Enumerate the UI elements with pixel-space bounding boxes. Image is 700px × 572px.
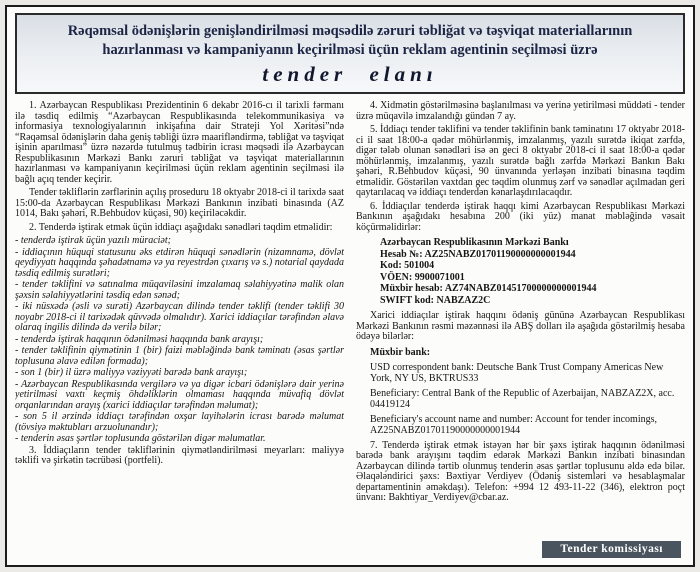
paragraph-5: 5. İddiaçı tender təklifini və tender təklifinin bank təminatını 17 oktyabr 2018-ci il saat 18:00-a qədər möhürlənmiş, imzalanmış, yazılı surətdə ikiqat zərfdə, digər tələb olunan sənədləri isə ən geci 8 oktyabr 2018-ci il saat 18:00-a qədər möhürlənmiş, imzalanmış, yazılı surətdə bağlı zərfdə Mərkəzi Bankın Bakı şəhəri, R.Behbudov küçəsi, 90 ünvanında yerləşən inzibati binasına təqdim etməlidir. Göstərilən vaxtdan gec təqdim olunmuş zərf və sənədlər açılmadan geri qaytarılacaq və iddiaçı tenderdən kənarlaşdırılacaqdır. [356, 124, 685, 199]
paragraph-7-contact: 7. Tenderdə iştirak etmək istəyən hər bir şəxs iştirak haqqının ödənilməsi barədə bank arayışını təqdim edərək Mərkəzi Bankın inzibati binasından Azərbaycan dilində tərtib olunmuş tenderin əsas şərtlər toplusunu əldə edə bilər. Əlaqələndirici şəxs: Bəxtiyar Verdiyev (Ödəniş sistemləri və hesablaşmalar departamentinin əməkdaşı). Telefon: +994 12 493-11-22 (346), elektron poçt ünvanı: Bakhtiyar_Verdiyev@cbar.az. [356, 439, 685, 504]
list-item: - tender təklifinin qiymətinin 1 (bir) faizi məbləğində bank təminatı (əsas şərtlər toplusuna əlavə edilən formada); [15, 345, 344, 367]
list-item: - son 5 il ərzində iddiaçı tərəfindən oxşar layihələrin icrası barədə məlumat (tövsiyə məktubları arzuolunandır); [15, 411, 344, 433]
list-item: - tenderdə iştirak üçün yazılı müraciət; [15, 235, 171, 247]
bank-voen: VÖEN: 9900071001 [380, 271, 465, 283]
page-title: Rəqəmsal ödənişlərin genişləndirilməsi məqsədilə zəruri təbliğat və təşviqat materiallarının hazırlanması və kampaniyanın keçirilməsi üçün reklam agentinin seçilməsi üzrə [67, 23, 633, 58]
paragraph-3: 3. İddiaçıların tender təkliflərinin qiymətləndirilməsi meyarları: maliyyə təklifi və şirkətin təcrübəsi (portfeli). [15, 444, 344, 467]
bank-correspondent-account: Müxbir hesab: AZ74NABZ01451700000000001944 [380, 283, 597, 295]
left-column [15, 101, 344, 559]
header-box [15, 13, 685, 94]
list-item: - Azərbaycan Respublikasında vergilərə və ya digər icbari ödənişlərə dair yerinə yetirilməsi vaxtı keçmiş öhdəliklərin olmaması haqqında müvafiq dövlət orqanlarından arayış (xarici iddiaçılar tərəfindən məlumat); [15, 378, 344, 411]
bank-details [380, 237, 685, 306]
list-item: - iddiaçının hüquqi statusunu əks etdirən hüquqi sənədlərin (nizamnamə, dövlət qeydiyyatı haqqında şəhadətnamə və ya reyestrdən çıxarış və s.) notarial qaydada təsdiq edilmiş surətləri; [15, 246, 344, 279]
list-item: - tenderdə iştirak haqqının ödənilməsi haqqında bank arayışı; [15, 333, 264, 345]
list-item: - son 1 (bir) il üzrə maliyyə vəziyyəti barədə bank arayışı; [15, 367, 248, 379]
paragraph-6: 6. İddiaçılar tenderdə iştirak haqqı kimi Azərbaycan Respublikası Mərkəzi Bankının aşağıdakı hesabına 200 (iki yüz) manat məbləğində vəsait köçürməlidirlər: [356, 200, 685, 233]
paragraph-2: 2. Tenderdə iştirak etmək üçün iddiaçı aşağıdakı sənədləri təqdim etməlidir: [29, 221, 333, 233]
tender-commission-badge: Tender komissiyası [542, 541, 681, 558]
requirements-list [15, 236, 344, 445]
beneficiary-account: Beneficiary's account name and number: Account for tender incomings, AZ25NABZ01701190000000001944 [370, 413, 657, 436]
right-column [356, 101, 685, 559]
paragraph-opening-procedure: Tender təkliflərin zərflərinin açılış proseduru 18 oktyabr 2018-ci il tarixdə saat 15:00-da Azərbaycan Respublikası Mərkəzi Bankının inzibati binasında (AZ 1014, Bakı şəhəri, R.Behbudov küçəsi, 90) keçiriləcəkdir. [15, 187, 344, 220]
list-item: - iki nüsxədə (əsli və surəti) Azərbaycan dilində tender təklifi (tender təklifi 30 noyabr 2018-ci il tarixədək qüvvədə olmalıdır). Xarici iddiaçılar tərəfindən əlavə olaraq ingilis dilində də verilə bilər; [15, 301, 344, 334]
page-subtitle: tender elanı [262, 62, 438, 87]
beneficiary: Beneficiary: Central Bank of the Republic of Azerbaijan, NABZAZ2X, acc. 04419124 [370, 387, 675, 410]
usd-correspondent-bank: USD correspondent bank: Deutsche Bank Trust Company Americas New York, NY US, BKTRUS33 [370, 361, 664, 384]
correspondent-bank-label: Müxbir bank: [370, 346, 431, 358]
list-item: - tender təklifini və satınalma müqaviləsini imzalamaq səlahiyyətinə malik olan şəxsin səlahiyyətlərini təsdiq edən sənəd; [15, 279, 344, 301]
bank-account-number: Hesab №: AZ25NABZ01701190000000001944 [380, 248, 576, 260]
paragraph-foreign-bidders: Xarici iddiaçılar iştirak haqqını ödəniş gününə Azərbaycan Respublikası Mərkəzi Bankının rəsmi məzənnəsi ilə ABŞ dolları ilə aşağıda göstərilmiş hesaba ödəyə bilərlər: [356, 310, 685, 343]
list-item: - tenderin əsas şərtlər toplusunda göstərilən digər məlumatlar. [15, 433, 266, 445]
bank-swift-code: SWIFT kod: NABZAZ2C [380, 294, 491, 306]
page [5, 5, 695, 567]
correspondent-bank-details [370, 347, 685, 436]
body-columns [15, 101, 685, 559]
bank-code: Kod: 501004 [380, 260, 435, 272]
paragraph-1: 1. Azərbaycan Respublikası Prezidentinin 6 dekabr 2016-cı il tarixli fərmanı ilə təsdiq edilmiş “Azərbaycan Respublikasında telekommunikasiya və informasiya texnologiyalarının inkişafına dair Strateji Yol Xəritəsi”ndə “Rəqəmsal ödənişlərin daha geniş təbliği üzrə maarifləndirmə, təbliğat və təşviqat işinin aparılması” üzrə nəzərdə tutulmuş tədbirin icrası məqsədi ilə Azərbaycan Respublikasının Mərkəzi Bankı zəruri təbliğat və təşviqat materiallarının hazırlanması və kampaniyanın keçirilməsi üçün reklam agentinin seçilməsi ilə bağlı açıq tender keçirir. [15, 101, 344, 185]
paragraph-4: 4. Xidmətin göstərilməsinə başlanılması və yerinə yetirilməsi müddəti - tender üzrə müqavilə imzalandığı gündən 7 ay. [356, 101, 685, 122]
bank-name: Azərbaycan Respublikasının Mərkəzi Bankı [380, 237, 569, 249]
